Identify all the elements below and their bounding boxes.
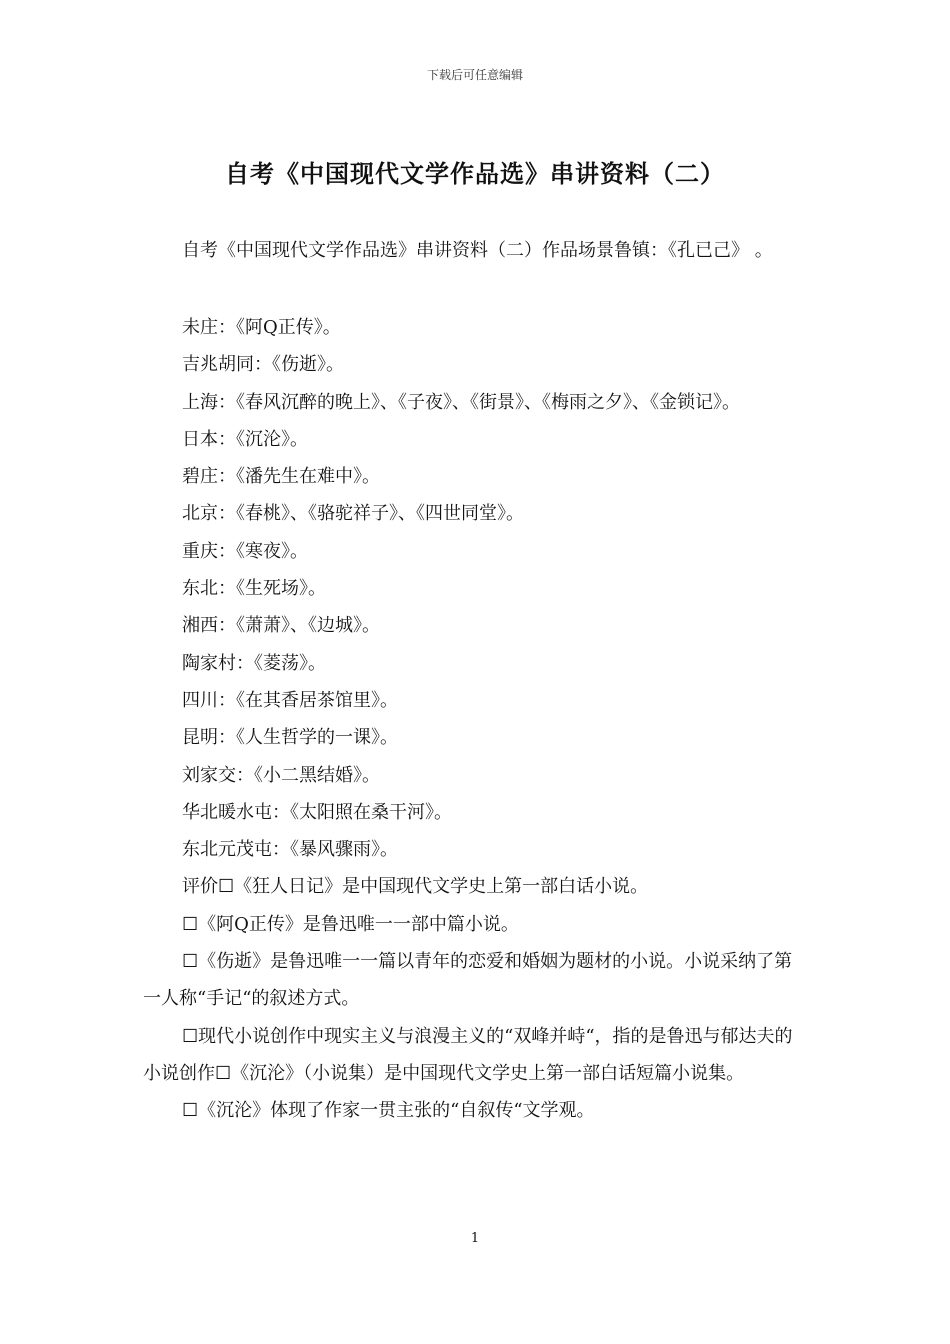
paragraph-chenlun: ☐《沉沦》体现了作家一贯主张的“自叙传“文学观。 [182, 1100, 595, 1122]
document-body [143, 309, 809, 1130]
paragraph-weizhuang: 未庄：《阿Q正传》。 [182, 317, 341, 338]
paragraph-liujiajiao: 刘家交：《小二黑结婚》。 [182, 764, 380, 786]
paragraph-aq-zhengzhuan: ☐《阿Q正传》是鲁迅唯一一部中篇小说。 [182, 913, 519, 935]
page-number: 1 [470, 1231, 480, 1246]
paragraph-shuangfeng: ☐现代小说创作中现实主义与浪漫主义的“双峰并峙“，指的是鲁迅与郁达夫的小说创作☐《沉沦》（小说集）是中国现代文学史上第一部白话短篇小说集。 [143, 1025, 793, 1084]
paragraph-jizhao-hutong: 吉兆胡同：《伤逝》。 [182, 354, 344, 376]
paragraph-dongbei: 东北：《生死场》。 [182, 578, 326, 600]
paragraph-beijing: 北京：《春桃》、《骆驼祥子》、《四世同堂》。 [182, 503, 524, 525]
paragraph-taojiacun: 陶家村：《菱荡》。 [182, 652, 326, 674]
paragraph-huabei: 华北暖水屯：《太阳照在桑干河》。 [182, 801, 452, 823]
paragraph-kunming: 昆明：《人生哲学的一课》。 [182, 727, 398, 749]
paragraph-bizhuang: 碧庄：《潘先生在难中》。 [182, 466, 380, 488]
paragraph-shangshi: ☐《伤逝》是鲁迅唯一一篇以青年的恋爱和婚姻为题材的小说。小说采纳了第一人称“手记“的叙述方式。 [143, 951, 793, 1010]
paragraph-yuanmaotun: 东北元茂屯：《暴风骤雨》。 [182, 839, 398, 861]
paragraph-japan: 日本：《沉沦》。 [182, 428, 308, 450]
paragraph-xiangxi: 湘西：《萧萧》、《边城》。 [182, 615, 380, 637]
paragraph-sichuan: 四川：《在其香居茶馆里》。 [182, 689, 398, 711]
document-title: 自考《中国现代文学作品选》串讲资料（二） [225, 159, 725, 188]
paragraph-chongqing: 重庆：《寒夜》。 [182, 540, 308, 562]
paragraph-shanghai: 上海：《春风沉醉的晚上》、《子夜》、《街景》、《梅雨之夕》、《金锁记》。 [182, 391, 740, 413]
intro-paragraph: 自考《中国现代文学作品选》串讲资料（二）作品场景鲁镇：《孔已己》 。 [182, 240, 773, 261]
page-header: 下载后可任意编辑 [426, 68, 523, 82]
paragraph-kuangren-riji: 评价☐《狂人日记》是中国现代文学史上第一部白话小说。 [182, 876, 649, 898]
